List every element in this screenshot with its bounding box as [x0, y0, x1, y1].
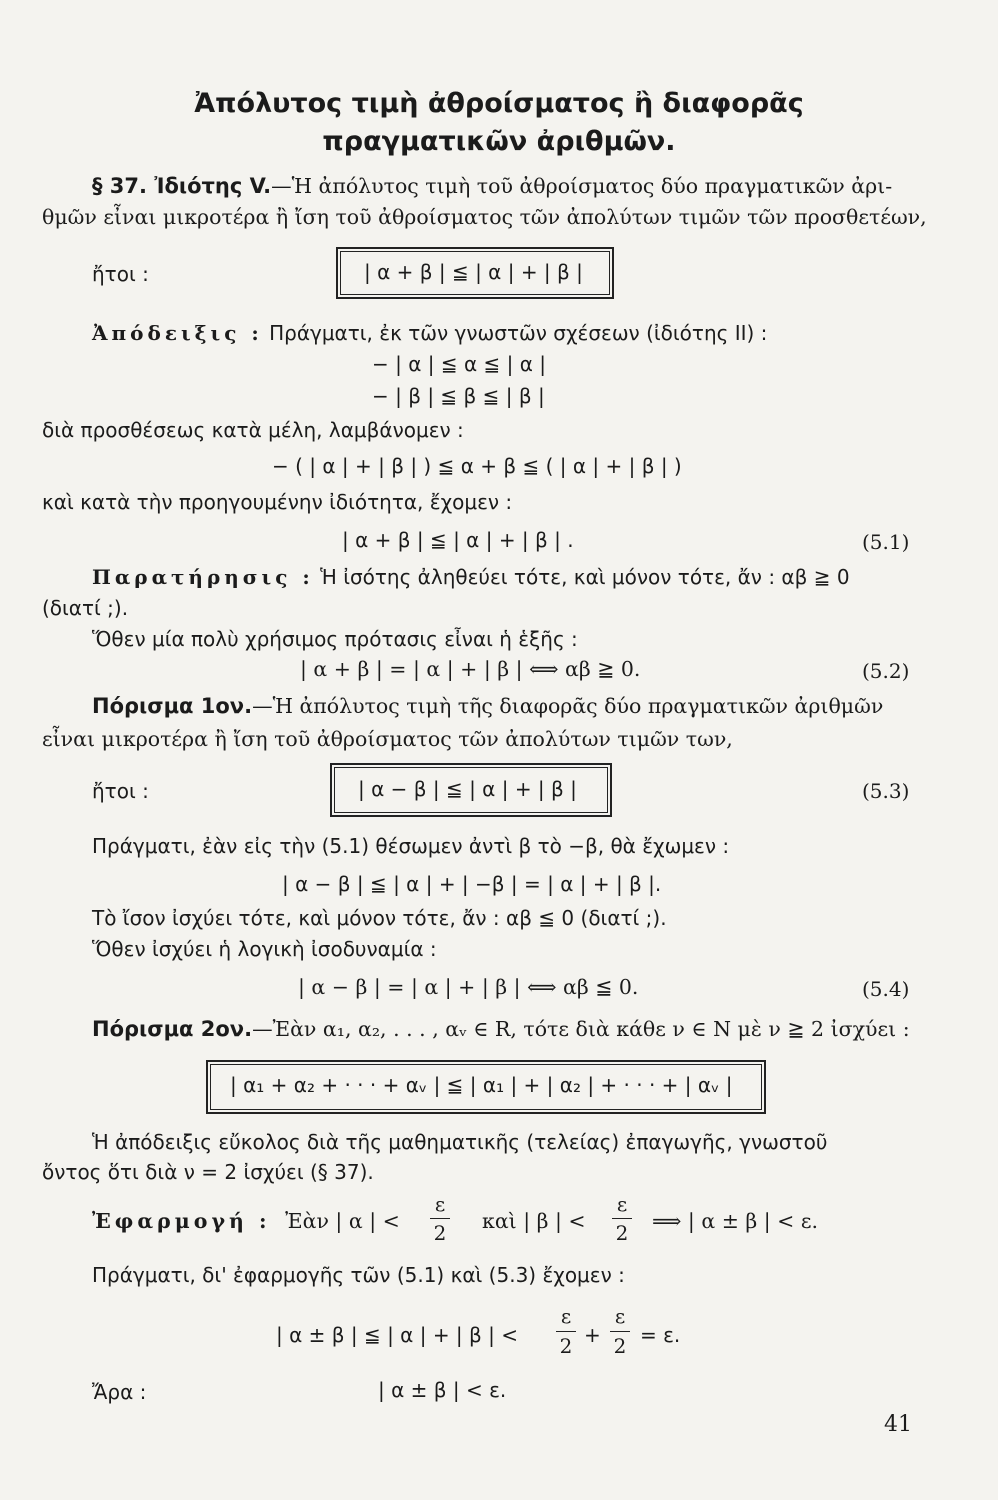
application-fraction-1-denominator: 2	[433, 1221, 447, 1245]
corollary-1-paragraph	[92, 694, 883, 718]
application-fraction-2-bar	[612, 1218, 632, 1219]
corollary-1-itoi: ἤτοι :	[92, 779, 149, 803]
application-calc-end: = ε.	[640, 1323, 681, 1347]
property-text-1: —Ἡ ἀπόλυτος τιμὴ τοῦ ἀθροίσματος δύο πραγματικῶν ἀρι-	[271, 174, 893, 198]
proof-text: Πράγματι, ἐκ τῶν γνωστῶν σχέσεων (ἰδιότης ΙΙ) :	[269, 321, 768, 345]
corollary-1-equivalence: | α − β | = | α | + | β | ⟺ αβ ≦ 0.	[298, 975, 639, 999]
section-title-line-2: πραγματικῶν ἀριθμῶν.	[322, 126, 676, 157]
property-boxed-formula: | α + β | ≦ | α | + | β |	[364, 260, 583, 284]
application-calc-left: | α ± β | ≦ | α | + | β | <	[276, 1323, 519, 1347]
application-fraction-3-numerator: ε	[560, 1304, 572, 1328]
proof-line	[92, 321, 767, 345]
application-line-2: Πράγματι, δι' ἐφαρμογῆς τῶν (5.1) καὶ (5.3) ἔχομεν :	[92, 1263, 625, 1287]
property-text-2: θμῶν εἶναι μικροτέρα ἢ ἴση τοῦ ἀθροίσματος τῶν ἀπολύτων τιμῶν τῶν προσθετέων,	[42, 205, 927, 229]
application-fraction-2-denominator: 2	[615, 1221, 629, 1245]
remark-label: Παρατήρησις :	[92, 565, 314, 589]
equation-number-5-1: (5.1)	[862, 530, 910, 554]
remark-why: (διατί ;).	[42, 596, 129, 620]
proof-inequality-4: | α + β | ≦ | α | + | β | .	[342, 528, 574, 552]
application-if: Ἐὰν | α | <	[285, 1209, 400, 1233]
corollary-2-label: Πόρισμα 2ον.	[92, 1017, 253, 1041]
corollary-1-line-3: Πράγματι, ἐὰν εἰς τὴν (5.1) θέσωμεν ἀντὶ β τὸ −β, θὰ ἔχωμεν :	[92, 834, 730, 858]
proof-inequality-1: − | α | ≦ α ≦ | α |	[372, 352, 546, 376]
property-paragraph	[92, 174, 892, 198]
equation-number-5-4: (5.4)	[862, 977, 910, 1001]
page-number: 41	[884, 1412, 912, 1437]
application-fraction-4-numerator: ε	[614, 1304, 626, 1328]
corollary-1-line-5: Ὅθεν ἰσχύει ἡ λογικὴ ἰσοδυναμία :	[92, 937, 437, 961]
application-result: | α ± β | < ε.	[378, 1378, 507, 1402]
corollary-1-label: Πόρισμα 1ον.	[92, 694, 253, 718]
application-fraction-3-bar	[556, 1331, 576, 1332]
equation-number-5-2: (5.2)	[862, 659, 910, 683]
application-ara: Ἄρα :	[92, 1380, 147, 1404]
proof-line-3: διὰ προσθέσεως κατὰ μέλη, λαμβάνομεν :	[42, 418, 464, 442]
application-label: Ἐφαρμογή :	[92, 1209, 271, 1233]
corollary-1-boxed-formula: | α − β | ≦ | α | + | β |	[358, 777, 577, 801]
application-and: καὶ | β | <	[482, 1209, 586, 1233]
remark-line-2: Ὅθεν μία πολὺ χρήσιμος πρότασις εἶναι ἡ ἑξῆς :	[92, 627, 578, 651]
proof-line-4: καὶ κατὰ τὴν προηγουμένην ἰδιότητα, ἔχομεν :	[42, 490, 513, 514]
property-itoi: ἤτοι :	[92, 262, 149, 286]
corollary-1-text-2: εἶναι μικροτέρα ἢ ἴση τοῦ ἀθροίσματος τῶν ἀπολύτων τιμῶν των,	[42, 727, 733, 751]
corollary-2-text: —Ἐὰν α₁, α₂, . . . , αᵥ ∈ R, τότε διὰ κάθε ν ∈ Ν μὲ ν ≧ 2 ἰσχύει :	[252, 1017, 910, 1041]
application-fraction-1-numerator: ε	[434, 1192, 446, 1216]
equation-number-5-3: (5.3)	[862, 779, 910, 803]
corollary-1-text-1: —Ἡ ἀπόλυτος τιμὴ τῆς διαφορᾶς δύο πραγματικῶν ἀριθμῶν	[252, 694, 884, 718]
application-then: ⟹ | α ± β | < ε.	[652, 1209, 819, 1233]
corollary-2-boxed-formula: | α₁ + α₂ + · · · + αᵥ | ≦ | α₁ | + | α₂ | + · · · + | αᵥ |	[230, 1073, 733, 1097]
proof-inequality-2: − | β | ≦ β ≦ | β |	[372, 384, 545, 408]
corollary-2-proof-1: Ἡ ἀπόδειξις εὔκολος διὰ τῆς μαθηματικῆς (τελείας) ἐπαγωγῆς, γνωστοῦ	[92, 1130, 828, 1154]
remark-line	[92, 565, 850, 589]
corollary-2-proof-2: ὄντος ὅτι διὰ ν = 2 ἰσχύει (§ 37).	[42, 1160, 374, 1184]
corollary-2-paragraph	[92, 1017, 910, 1041]
proof-inequality-3: − ( | α | + | β | ) ≦ α + β ≦ ( | α | + | β | )	[272, 454, 682, 478]
corollary-1-line-4: Τὸ ἴσον ἰσχύει τότε, καὶ μόνον τότε, ἄν : αβ ≦ 0 (διατί ;).	[92, 906, 667, 930]
section-title-line-1: Ἀπόλυτος τιμὴ ἀθροίσματος ἢ διαφορᾶς	[194, 88, 804, 119]
proof-label: Ἀπόδειξις :	[92, 321, 263, 345]
remark-equivalence: | α + β | = | α | + | β | ⟺ αβ ≧ 0.	[300, 657, 641, 681]
application-line	[92, 1209, 400, 1233]
application-fraction-1-bar	[430, 1218, 450, 1219]
corollary-1-inequality: | α − β | ≦ | α | + | −β | = | α | + | β |.	[282, 872, 662, 896]
application-calc-plus: +	[584, 1323, 601, 1347]
property-label: § 37. Ἰδιότης V.	[92, 174, 272, 198]
application-fraction-3-denominator: 2	[559, 1334, 573, 1358]
application-fraction-4-bar	[610, 1331, 630, 1332]
remark-text: Ἡ ἰσότης ἀληθεύει τότε, καὶ μόνον τότε, ἄν : αβ ≧ 0	[320, 565, 850, 589]
application-fraction-4-denominator: 2	[613, 1334, 627, 1358]
application-fraction-2-numerator: ε	[616, 1192, 628, 1216]
